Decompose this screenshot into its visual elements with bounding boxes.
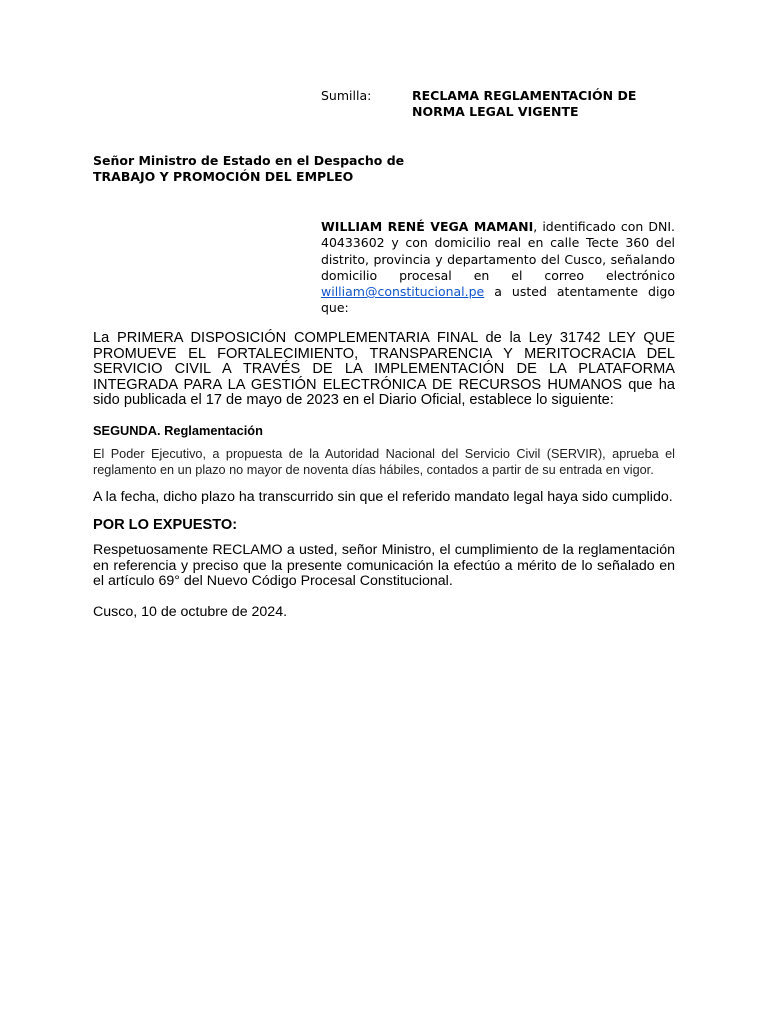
- addressee-line-1: Señor Ministro de Estado en el Despacho de: [93, 153, 405, 168]
- sumilla-label: Sumilla:: [321, 88, 372, 103]
- paragraph-deadline-elapsed: A la fecha, dicho plazo ha transcurrido sin que el referido mandato legal haya sido cumplido.: [93, 489, 673, 505]
- paragraph-quoted-provision: El Poder Ejecutivo, a propuesta de la Autoridad Nacional del Servicio Civil (SERVIR), aprueba el reglamento en un plazo no mayor de noventa días hábiles, contados a partir de su entrada en vigor.: [93, 447, 675, 477]
- heading-segunda: SEGUNDA. Reglamentación: [93, 423, 263, 438]
- petitioner-name: WILLIAM RENÉ VEGA MAMANI: [321, 219, 534, 234]
- closing-date: Cusco, 10 de octubre de 2024.: [93, 604, 288, 620]
- intro-text-after-email: a usted atentamente digo que:: [321, 284, 675, 316]
- intro-paragraph: [321, 219, 675, 317]
- addressee-block: [93, 153, 405, 185]
- intro-text-before-email: , identificado con DNI. 40433602 y con domicilio real en calle Tecte 360 del distrito, provincia y departamento del Cusco, señalando domicilio procesal en el correo electrónico: [321, 219, 676, 283]
- paragraph-claim: Respetuosamente RECLAMO a usted, señor Ministro, el cumplimiento de la reglamentación en referencia y preciso que la presente comunicación la efectúo a mérito de lo señalado en el artículo 69° del Nuevo Código Procesal Constitucional.: [93, 542, 675, 590]
- email-link[interactable]: william@constitucional.pe: [321, 284, 485, 300]
- sumilla-text: RECLAMA REGLAMENTACIÓN DE NORMA LEGAL VIGENTE: [412, 88, 637, 119]
- addressee-line-2: TRABAJO Y PROMOCIÓN DEL EMPLEO: [93, 169, 354, 184]
- heading-por-lo-expuesto: POR LO EXPUESTO:: [93, 517, 238, 533]
- paragraph-law-reference: La PRIMERA DISPOSICIÓN COMPLEMENTARIA FINAL de la Ley 31742 LEY QUE PROMUEVE EL FORTALECIMIENTO, TRANSPARENCIA Y MERITOCRACIA DEL SERVICIO CIVIL A TRAVÉS DE LA IMPLEMENTACIÓN DE LA PLATAFORMA INTEGRADA PARA LA GESTIÓN ELECTRÓNICA DE RECURSOS HUMANOS que ha sido publicada el 17 de mayo de 2023 en el Diario Oficial, establece lo siguiente:: [93, 330, 675, 409]
